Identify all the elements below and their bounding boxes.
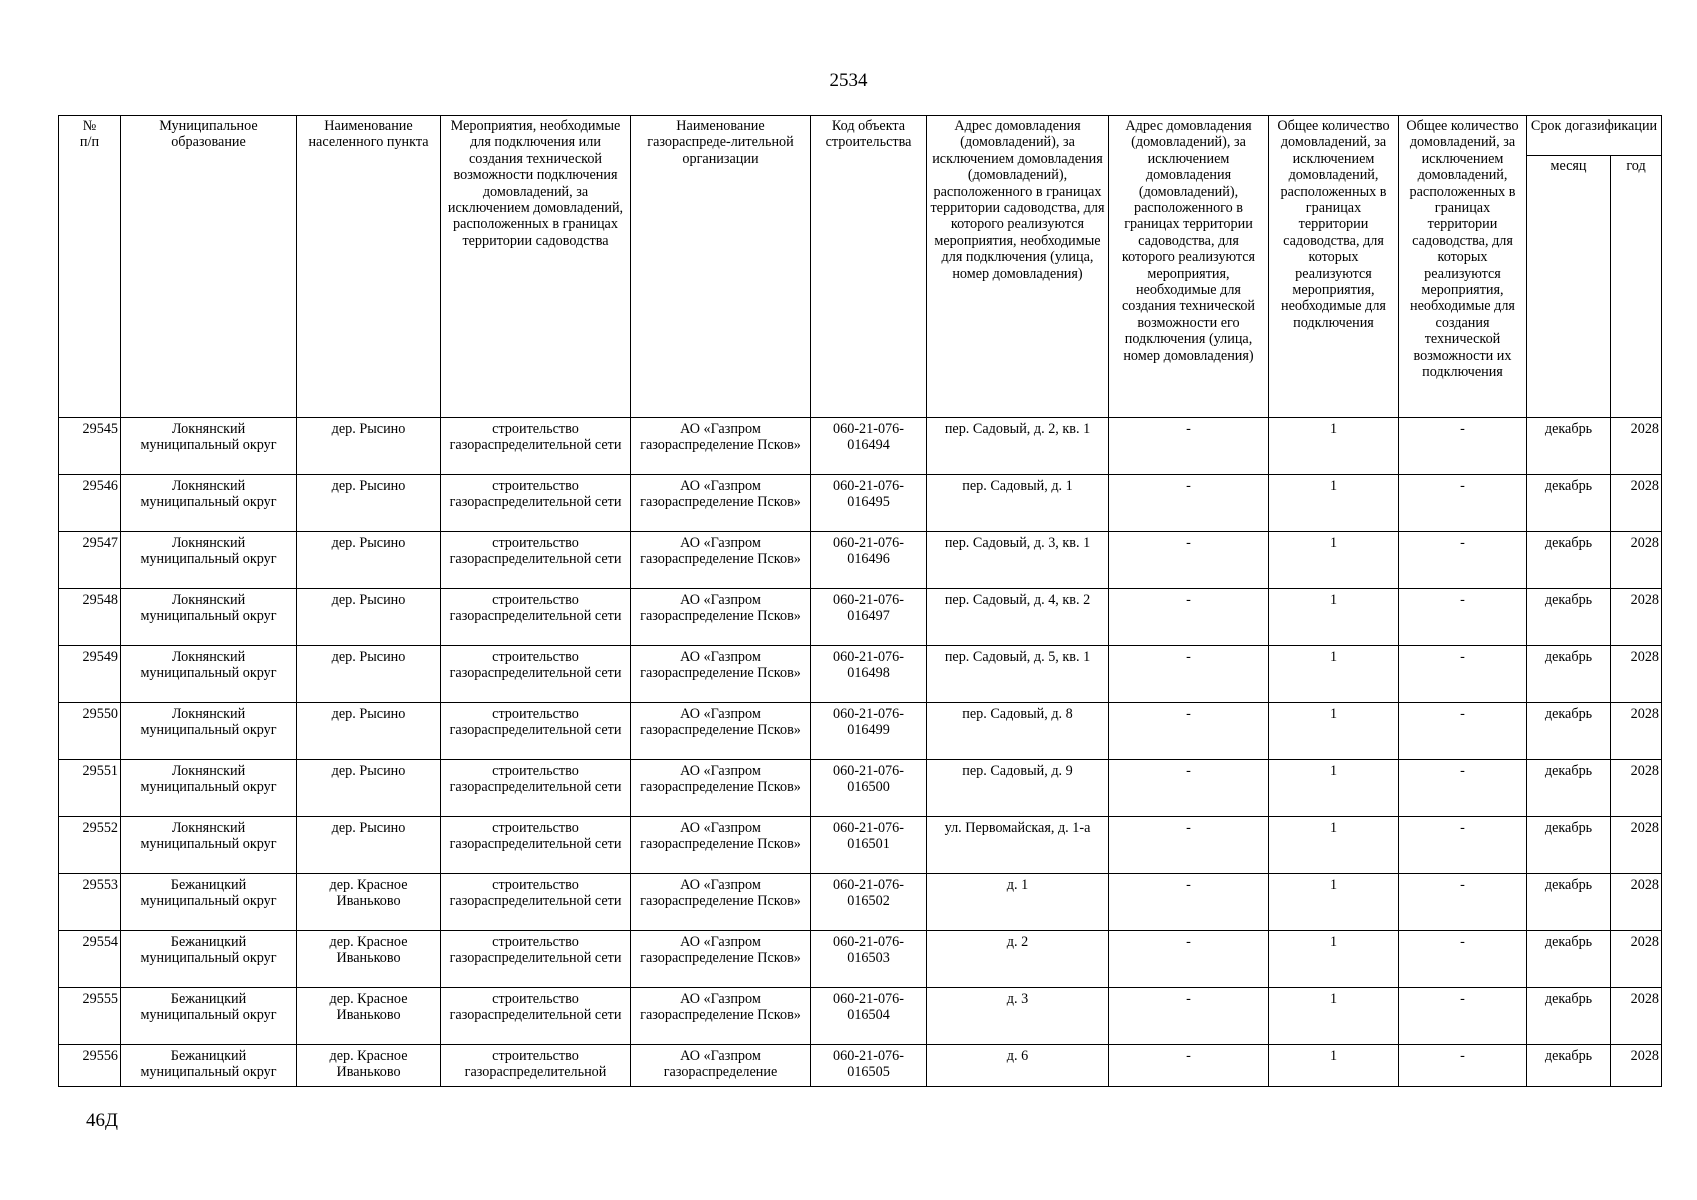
cell-settlement: дер. Красное Иваньково (297, 931, 441, 988)
table-body (59, 418, 1662, 1087)
table-row (59, 532, 1662, 589)
cell-gas-distribution-org: АО «Газпром газораспределение Псков» (631, 589, 811, 646)
cell-municipality: Бежаницкий муниципальный округ (121, 874, 297, 931)
cell-municipality: Бежаницкий муниципальный округ (121, 931, 297, 988)
cell-measures: строительство газораспределительной сети (441, 646, 631, 703)
cell-municipality: Локнянский муниципальный округ (121, 760, 297, 817)
cell-year: 2028 (1611, 874, 1662, 931)
cell-total-capacity: - (1399, 817, 1527, 874)
cell-num: 29549 (59, 646, 121, 703)
cell-settlement: дер. Рысино (297, 532, 441, 589)
cell-year: 2028 (1611, 475, 1662, 532)
cell-address-capacity: - (1109, 418, 1269, 475)
cell-measures: строительство газораспределительной сети (441, 475, 631, 532)
cell-total-connection: 1 (1269, 418, 1399, 475)
cell-gas-distribution-org: АО «Газпром газораспределение (631, 1045, 811, 1087)
cell-measures: строительство газораспределительной (441, 1045, 631, 1087)
header-measures: Мероприятия, необходимые для подключения или создания технической возможности подключения домовладений, за исключением домовладений, расположенных в границах территории садоводства (441, 116, 631, 418)
gasification-table (58, 115, 1662, 1087)
cell-measures: строительство газораспределительной сети (441, 703, 631, 760)
cell-year: 2028 (1611, 988, 1662, 1045)
cell-total-connection: 1 (1269, 703, 1399, 760)
cell-settlement: дер. Красное Иваньково (297, 1045, 441, 1087)
cell-gas-distribution-org: АО «Газпром газораспределение Псков» (631, 760, 811, 817)
cell-object-code: 060-21-076-016505 (811, 1045, 927, 1087)
cell-total-connection: 1 (1269, 475, 1399, 532)
cell-gas-distribution-org: АО «Газпром газораспределение Псков» (631, 418, 811, 475)
cell-total-capacity: - (1399, 418, 1527, 475)
cell-address-capacity: - (1109, 532, 1269, 589)
cell-num: 29545 (59, 418, 121, 475)
cell-measures: строительство газораспределительной сети (441, 931, 631, 988)
cell-month: декабрь (1527, 418, 1611, 475)
cell-total-connection: 1 (1269, 1045, 1399, 1087)
header-total-capacity: Общее количество домовладений, за исключением домовладений, расположенных в границах территории садоводства, для которых реализуются мероприятия, необходимые для создания технической возможности их подключения (1399, 116, 1527, 418)
cell-address-capacity: - (1109, 760, 1269, 817)
cell-object-code: 060-21-076-016502 (811, 874, 927, 931)
cell-municipality: Локнянский муниципальный округ (121, 532, 297, 589)
cell-total-capacity: - (1399, 988, 1527, 1045)
cell-object-code: 060-21-076-016503 (811, 931, 927, 988)
header-deadline: Срок догазификации (1527, 116, 1662, 156)
cell-settlement: дер. Рысино (297, 760, 441, 817)
header-num: № п/п (59, 116, 121, 418)
cell-settlement: дер. Рысино (297, 589, 441, 646)
cell-total-connection: 1 (1269, 646, 1399, 703)
cell-num: 29551 (59, 760, 121, 817)
cell-month: декабрь (1527, 475, 1611, 532)
cell-total-connection: 1 (1269, 988, 1399, 1045)
cell-settlement: дер. Рысино (297, 817, 441, 874)
cell-year: 2028 (1611, 760, 1662, 817)
cell-object-code: 060-21-076-016499 (811, 703, 927, 760)
cell-address-connection: д. 3 (927, 988, 1109, 1045)
cell-total-capacity: - (1399, 589, 1527, 646)
header-settlement: Наименование населенного пункта (297, 116, 441, 418)
table-row (59, 475, 1662, 532)
cell-object-code: 060-21-076-016500 (811, 760, 927, 817)
cell-settlement: дер. Рысино (297, 703, 441, 760)
cell-total-connection: 1 (1269, 589, 1399, 646)
cell-total-capacity: - (1399, 760, 1527, 817)
cell-gas-distribution-org: АО «Газпром газораспределение Псков» (631, 931, 811, 988)
cell-total-connection: 1 (1269, 817, 1399, 874)
cell-address-connection: пер. Садовый, д. 8 (927, 703, 1109, 760)
cell-gas-distribution-org: АО «Газпром газораспределение Псков» (631, 703, 811, 760)
cell-address-capacity: - (1109, 988, 1269, 1045)
cell-month: декабрь (1527, 1045, 1611, 1087)
cell-month: декабрь (1527, 703, 1611, 760)
cell-num: 29554 (59, 931, 121, 988)
cell-measures: строительство газораспределительной сети (441, 874, 631, 931)
cell-gas-distribution-org: АО «Газпром газораспределение Псков» (631, 532, 811, 589)
cell-gas-distribution-org: АО «Газпром газораспределение Псков» (631, 988, 811, 1045)
cell-address-connection: д. 6 (927, 1045, 1109, 1087)
cell-year: 2028 (1611, 817, 1662, 874)
header-municipality: Муниципальное образование (121, 116, 297, 418)
cell-address-connection: пер. Садовый, д. 4, кв. 2 (927, 589, 1109, 646)
cell-num: 29546 (59, 475, 121, 532)
cell-month: декабрь (1527, 817, 1611, 874)
cell-object-code: 060-21-076-016501 (811, 817, 927, 874)
cell-month: декабрь (1527, 760, 1611, 817)
cell-total-capacity: - (1399, 703, 1527, 760)
table-row (59, 703, 1662, 760)
cell-year: 2028 (1611, 532, 1662, 589)
table-row (59, 988, 1662, 1045)
cell-municipality: Локнянский муниципальный округ (121, 817, 297, 874)
cell-municipality: Бежаницкий муниципальный округ (121, 988, 297, 1045)
header-gas-distribution-org: Наименование газораспреде-лительной организации (631, 116, 811, 418)
cell-municipality: Локнянский муниципальный округ (121, 646, 297, 703)
cell-address-connection: пер. Садовый, д. 5, кв. 1 (927, 646, 1109, 703)
cell-month: декабрь (1527, 931, 1611, 988)
cell-municipality: Локнянский муниципальный округ (121, 589, 297, 646)
cell-object-code: 060-21-076-016498 (811, 646, 927, 703)
cell-num: 29553 (59, 874, 121, 931)
cell-total-capacity: - (1399, 475, 1527, 532)
cell-measures: строительство газораспределительной сети (441, 988, 631, 1045)
cell-address-connection: пер. Садовый, д. 3, кв. 1 (927, 532, 1109, 589)
cell-gas-distribution-org: АО «Газпром газораспределение Псков» (631, 817, 811, 874)
cell-year: 2028 (1611, 418, 1662, 475)
cell-object-code: 060-21-076-016494 (811, 418, 927, 475)
table-row (59, 1045, 1662, 1087)
cell-settlement: дер. Рысино (297, 646, 441, 703)
cell-month: декабрь (1527, 646, 1611, 703)
table-row (59, 646, 1662, 703)
table-row (59, 418, 1662, 475)
cell-year: 2028 (1611, 646, 1662, 703)
table-row (59, 874, 1662, 931)
cell-num: 29547 (59, 532, 121, 589)
cell-municipality: Бежаницкий муниципальный округ (121, 1045, 297, 1087)
cell-settlement: дер. Красное Иваньково (297, 988, 441, 1045)
cell-num: 29556 (59, 1045, 121, 1087)
cell-year: 2028 (1611, 589, 1662, 646)
header-total-connection: Общее количество домовладений, за исключением домовладений, расположенных в границах территории садоводства, для которых реализуются мероприятия, необходимые для подключения (1269, 116, 1399, 418)
cell-municipality: Локнянский муниципальный округ (121, 475, 297, 532)
cell-num: 29555 (59, 988, 121, 1045)
cell-address-connection: пер. Садовый, д. 2, кв. 1 (927, 418, 1109, 475)
header-month: месяц (1527, 156, 1611, 418)
cell-num: 29552 (59, 817, 121, 874)
cell-measures: строительство газораспределительной сети (441, 532, 631, 589)
cell-total-capacity: - (1399, 532, 1527, 589)
cell-measures: строительство газораспределительной сети (441, 418, 631, 475)
cell-gas-distribution-org: АО «Газпром газораспределение Псков» (631, 646, 811, 703)
cell-address-capacity: - (1109, 646, 1269, 703)
cell-address-capacity: - (1109, 874, 1269, 931)
cell-measures: строительство газораспределительной сети (441, 760, 631, 817)
table-row (59, 589, 1662, 646)
cell-address-capacity: - (1109, 475, 1269, 532)
cell-measures: строительство газораспределительной сети (441, 589, 631, 646)
cell-address-capacity: - (1109, 817, 1269, 874)
cell-address-capacity: - (1109, 931, 1269, 988)
header-address-connection: Адрес домовладения (домовладений), за исключением домовладения (домовладений), расположенного в границах территории садоводства, для которого реализуются мероприятия, необходимые для подключения (улица, номер домовладения) (927, 116, 1109, 418)
cell-year: 2028 (1611, 703, 1662, 760)
cell-num: 29548 (59, 589, 121, 646)
cell-object-code: 060-21-076-016496 (811, 532, 927, 589)
cell-num: 29550 (59, 703, 121, 760)
cell-gas-distribution-org: АО «Газпром газораспределение Псков» (631, 874, 811, 931)
cell-total-connection: 1 (1269, 931, 1399, 988)
cell-total-connection: 1 (1269, 532, 1399, 589)
page-number: 2534 (829, 70, 868, 91)
cell-measures: строительство газораспределительной сети (441, 817, 631, 874)
cell-address-connection: ул. Первомайская, д. 1-а (927, 817, 1109, 874)
cell-address-connection: д. 1 (927, 874, 1109, 931)
header-address-capacity: Адрес домовладения (домовладений), за исключением домовладения (домовладений), расположенного в границах территории садоводства, для которого реализуются мероприятия, необходимые для создания технической возможности его подключения (улица, номер домовладения) (1109, 116, 1269, 418)
cell-gas-distribution-org: АО «Газпром газораспределение Псков» (631, 475, 811, 532)
cell-settlement: дер. Рысино (297, 475, 441, 532)
cell-object-code: 060-21-076-016504 (811, 988, 927, 1045)
cell-month: декабрь (1527, 589, 1611, 646)
cell-address-capacity: - (1109, 589, 1269, 646)
cell-address-connection: д. 2 (927, 931, 1109, 988)
cell-settlement: дер. Рысино (297, 418, 441, 475)
cell-address-connection: пер. Садовый, д. 1 (927, 475, 1109, 532)
header-year: год (1611, 156, 1662, 418)
table-row (59, 817, 1662, 874)
cell-object-code: 060-21-076-016495 (811, 475, 927, 532)
cell-month: декабрь (1527, 988, 1611, 1045)
cell-month: декабрь (1527, 874, 1611, 931)
cell-year: 2028 (1611, 1045, 1662, 1087)
cell-year: 2028 (1611, 931, 1662, 988)
cell-address-capacity: - (1109, 1045, 1269, 1087)
cell-total-capacity: - (1399, 1045, 1527, 1087)
footer-code: 46Д (86, 1110, 118, 1131)
cell-settlement: дер. Красное Иваньково (297, 874, 441, 931)
cell-total-connection: 1 (1269, 760, 1399, 817)
cell-address-connection: пер. Садовый, д. 9 (927, 760, 1109, 817)
cell-municipality: Локнянский муниципальный округ (121, 703, 297, 760)
cell-object-code: 060-21-076-016497 (811, 589, 927, 646)
cell-total-connection: 1 (1269, 874, 1399, 931)
cell-month: декабрь (1527, 532, 1611, 589)
cell-municipality: Локнянский муниципальный округ (121, 418, 297, 475)
table-row (59, 760, 1662, 817)
cell-total-capacity: - (1399, 646, 1527, 703)
cell-total-capacity: - (1399, 931, 1527, 988)
cell-total-capacity: - (1399, 874, 1527, 931)
table-row (59, 931, 1662, 988)
header-object-code: Код объекта строительства (811, 116, 927, 418)
cell-address-capacity: - (1109, 703, 1269, 760)
table-header (59, 116, 1662, 418)
